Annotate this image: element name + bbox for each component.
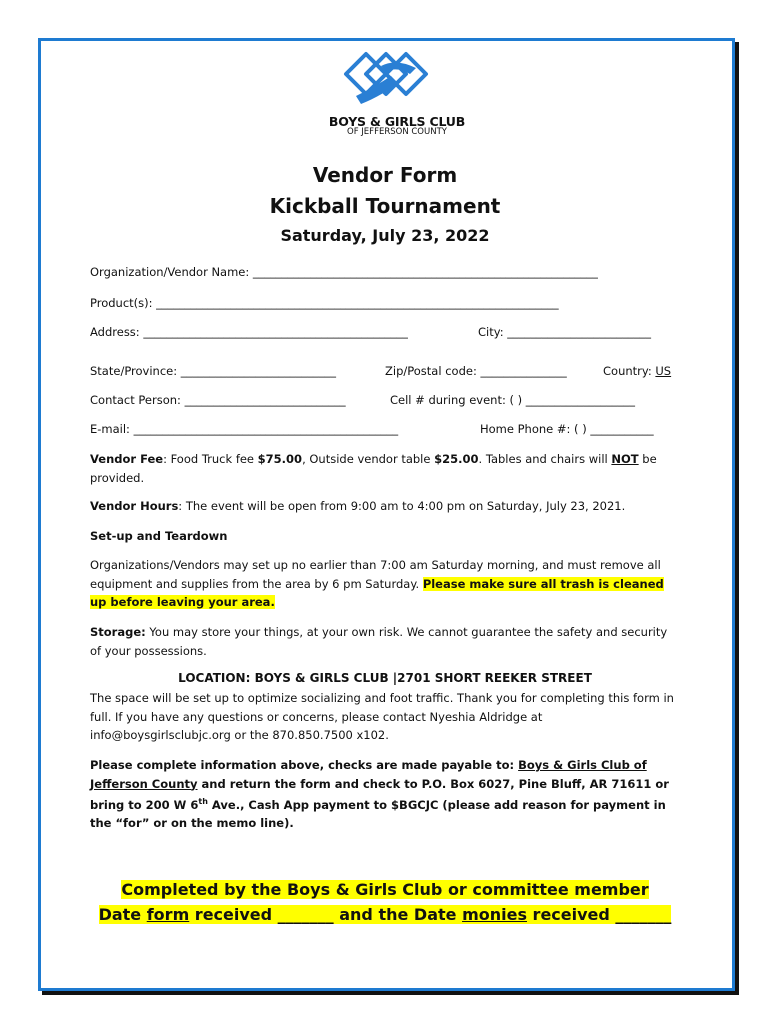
vendor-fee-text: : Food Truck fee xyxy=(163,452,258,466)
contact-person-field[interactable]: Contact Person: ____________________________ xyxy=(90,393,346,407)
date-text: received _______ xyxy=(526,905,672,924)
not-emphasis: NOT xyxy=(611,452,639,466)
trash-notice: Please make sure all trash is cleaned up before leaving your area. xyxy=(90,576,664,609)
date-text: Date xyxy=(98,905,147,924)
storage-text: You may store your things, at your own risk. We cannot guarantee the safety and security of your possessions. xyxy=(90,625,668,658)
storage-paragraph xyxy=(90,623,680,660)
vendor-hours-label: Vendor Hours xyxy=(90,499,179,513)
event-date: Saturday, July 23, 2022 xyxy=(280,226,490,245)
logo-title: BOYS & GIRLS CLUB xyxy=(328,114,466,129)
logo-subtitle: OF JEFFERSON COUNTY xyxy=(347,127,447,137)
superscript: th xyxy=(198,797,208,806)
vendor-fee-text: . Tables and chairs will xyxy=(478,452,612,466)
storage-label: Storage: xyxy=(90,625,146,639)
office-use-line-1 xyxy=(0,880,770,899)
vendor-hours-text: : The event will be open from 9:00 am to 4:00 pm on Saturday, July 23, 2021. xyxy=(178,499,626,513)
payment-text: and return the form and check to P.O. Box 6027, Pine Bluff, AR 71611 or bring to 200 W 6 xyxy=(90,776,669,812)
vendor-hours-paragraph xyxy=(90,497,680,516)
office-use-heading: Completed by the Boys & Girls Club or committee member xyxy=(121,880,649,899)
event-title: Kickball Tournament xyxy=(269,194,501,218)
date-text: received _______ and the Date xyxy=(189,905,463,924)
payment-paragraph xyxy=(90,756,680,833)
vendor-fee-paragraph xyxy=(90,450,680,487)
setup-text: Organizations/Vendors may set up no earlier than 7:00 am Saturday morning, and must remove all equipment and supplies from the area by 6 pm Saturday. xyxy=(90,558,661,591)
cell-phone-field[interactable]: Cell # during event: ( ) ___________________ xyxy=(390,393,636,407)
country-label: Country: xyxy=(603,364,652,378)
country-value: US xyxy=(655,364,672,378)
monies-word: monies xyxy=(462,905,527,924)
payee-name: Boys & Girls Club of Jefferson County xyxy=(90,758,647,791)
state-field[interactable]: State/Province: ___________________________ xyxy=(90,364,337,378)
products-field[interactable]: Product(s): ______________________________________________________________________ xyxy=(90,296,559,310)
form-title: Vendor Form xyxy=(312,163,458,187)
vendor-fee-label: Vendor Fee xyxy=(90,452,164,466)
location-paragraph: The space will be set up to optimize socializing and foot traffic. Thank you for completing this form in full. If you have any questions or concerns, please contact Nyeshia Aldridge at info@boysgirlsclubjc.org or the 870.850.7500 x102. xyxy=(90,691,674,742)
home-phone-field[interactable]: Home Phone #: ( ) ___________ xyxy=(480,422,654,436)
city-field[interactable]: City: _________________________ xyxy=(478,325,651,339)
payment-text: Please complete information above, checks are made payable to: xyxy=(90,758,519,772)
payment-text: Ave., Cash App payment to $BGCJC (please add reason for payment in the “for” or on the memo line). xyxy=(90,797,666,831)
office-use-line-2[interactable] xyxy=(0,905,770,924)
food-truck-fee: $75.00 xyxy=(257,452,303,466)
address-field[interactable]: Address: ______________________________________________ xyxy=(90,325,408,339)
form-word: form xyxy=(146,905,190,924)
email-field[interactable]: E-mail: ______________________________________________ xyxy=(90,422,399,436)
country-field[interactable] xyxy=(603,364,671,378)
zip-field[interactable]: Zip/Postal code: _______________ xyxy=(385,364,567,378)
vendor-fee-text: , Outside vendor table xyxy=(302,452,435,466)
org-name-field[interactable]: Organization/Vendor Name: ____________________________________________________________ xyxy=(90,265,598,279)
setup-paragraph xyxy=(90,556,680,612)
office-use-dates xyxy=(99,905,672,924)
location-heading: LOCATION: BOYS & GIRLS CLUB |2701 SHORT REEKER STREET xyxy=(178,671,592,685)
vendor-table-fee: $25.00 xyxy=(434,452,479,466)
boys-girls-club-logo-icon xyxy=(336,46,436,118)
vendor-fee-text: be provided. xyxy=(90,452,657,485)
setup-heading: Set-up and Teardown xyxy=(90,529,228,543)
